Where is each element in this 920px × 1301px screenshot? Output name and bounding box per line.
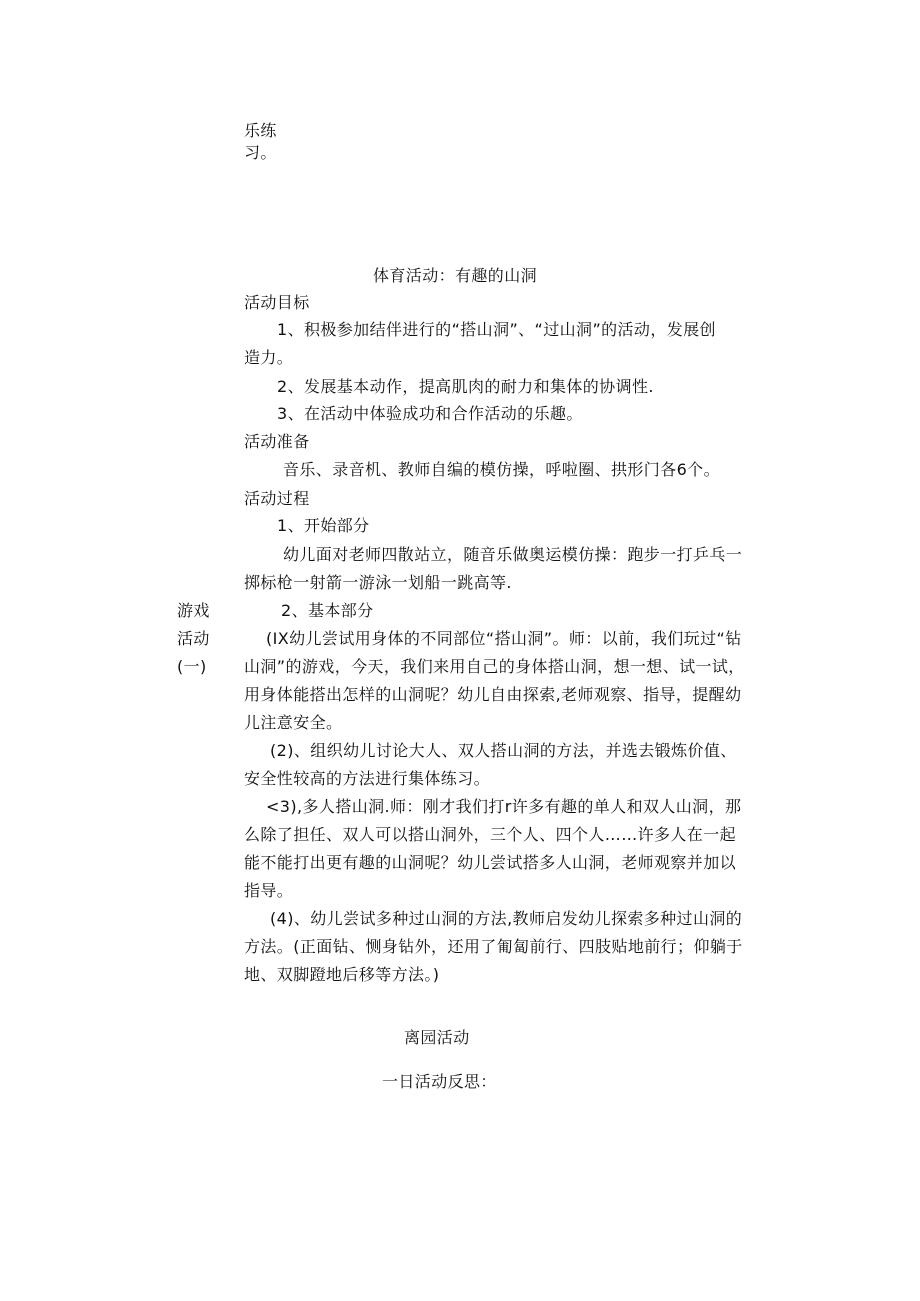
para3-line-2: 么除了担任、双人可以搭山洞外，三个人、四个人……许多人在一起 xyxy=(244,825,737,844)
process-heading: 活动过程 xyxy=(244,489,310,508)
para1-line-4: 儿注意安全。 xyxy=(244,713,343,732)
para4-line-2: 方法。(正面钻、恻身钻外，还用了匍匐前行、四肢贴地前行；仰躺于 xyxy=(244,937,743,956)
margin-label-line-1: 游戏 xyxy=(177,601,210,620)
part1-line-1: 幼儿面对老师四散站立，随音乐做奥运模仿操：跑步一打乒乓一 xyxy=(283,545,743,564)
top-text-line-1: 乐练 xyxy=(244,121,277,140)
goal-item-1-line-1: 1、积极参加结伴进行的“搭山洞”、“过山洞”的活动，发展创 xyxy=(277,320,716,339)
part2-heading: 2、基本部分 xyxy=(281,601,374,620)
para1-line-2: 山洞”的游戏，今天，我们来用自己的身体搭山洞，想一想、试一试， xyxy=(244,657,745,676)
para1-line-3: 用身体能搭出怎样的山洞呢？幼儿自由探索,老师观察、指导，提醒幼 xyxy=(244,685,742,704)
goal-item-1-line-2: 造力。 xyxy=(244,348,294,367)
goal-item-2: 2、发展基本动作，提高肌肉的耐力和集体的协调性. xyxy=(277,377,654,396)
part1-line-2: 掷标枪一射箭一游泳一划船一跳高等. xyxy=(244,573,512,592)
para1-line-1: (IX幼儿尝试用身体的不同部位“搭山洞”。师：以前，我们玩过“钻 xyxy=(266,629,742,648)
para2-line-1: (2)、组织幼儿讨论大人、双人搭山洞的方法，并选去锻炼价值、 xyxy=(270,741,737,760)
para4-line-3: 地、双脚蹬地后移等方法。) xyxy=(244,965,440,984)
margin-label-line-2: 活动 xyxy=(177,629,210,648)
part1-heading: 1、开始部分 xyxy=(277,516,370,535)
para3-line-1: <3),多人搭山洞.师：刚才我们打r许多有趣的单人和双人山洞，那 xyxy=(266,797,742,816)
para3-line-3: 能不能打出更有趣的山洞呢？幼儿尝试搭多人山洞，老师观察并加以 xyxy=(244,853,737,872)
prep-heading: 活动准备 xyxy=(244,432,310,451)
margin-label-line-3: (一) xyxy=(177,657,207,676)
goals-heading: 活动目标 xyxy=(244,293,310,312)
daily-reflection-heading: 一日活动反思： xyxy=(382,1072,497,1091)
page-title: 体育活动：有趣的山洞 xyxy=(373,266,538,285)
top-text-line-2: 习。 xyxy=(244,143,277,162)
prep-text: 音乐、录音机、教师自编的模仿操，呼啦圈、拱形门各6个。 xyxy=(283,460,720,479)
para3-line-4: 指导。 xyxy=(244,881,294,900)
leave-activity-heading: 离园活动 xyxy=(404,1028,470,1047)
goal-item-3: 3、在活动中体验成功和合作活动的乐趣。 xyxy=(277,404,583,423)
para2-line-2: 安全性较高的方法进行集体练习。 xyxy=(244,769,491,788)
para4-line-1: (4)、幼儿尝试多种过山洞的方法,教师启发幼儿探索多种过山洞的 xyxy=(270,909,743,928)
